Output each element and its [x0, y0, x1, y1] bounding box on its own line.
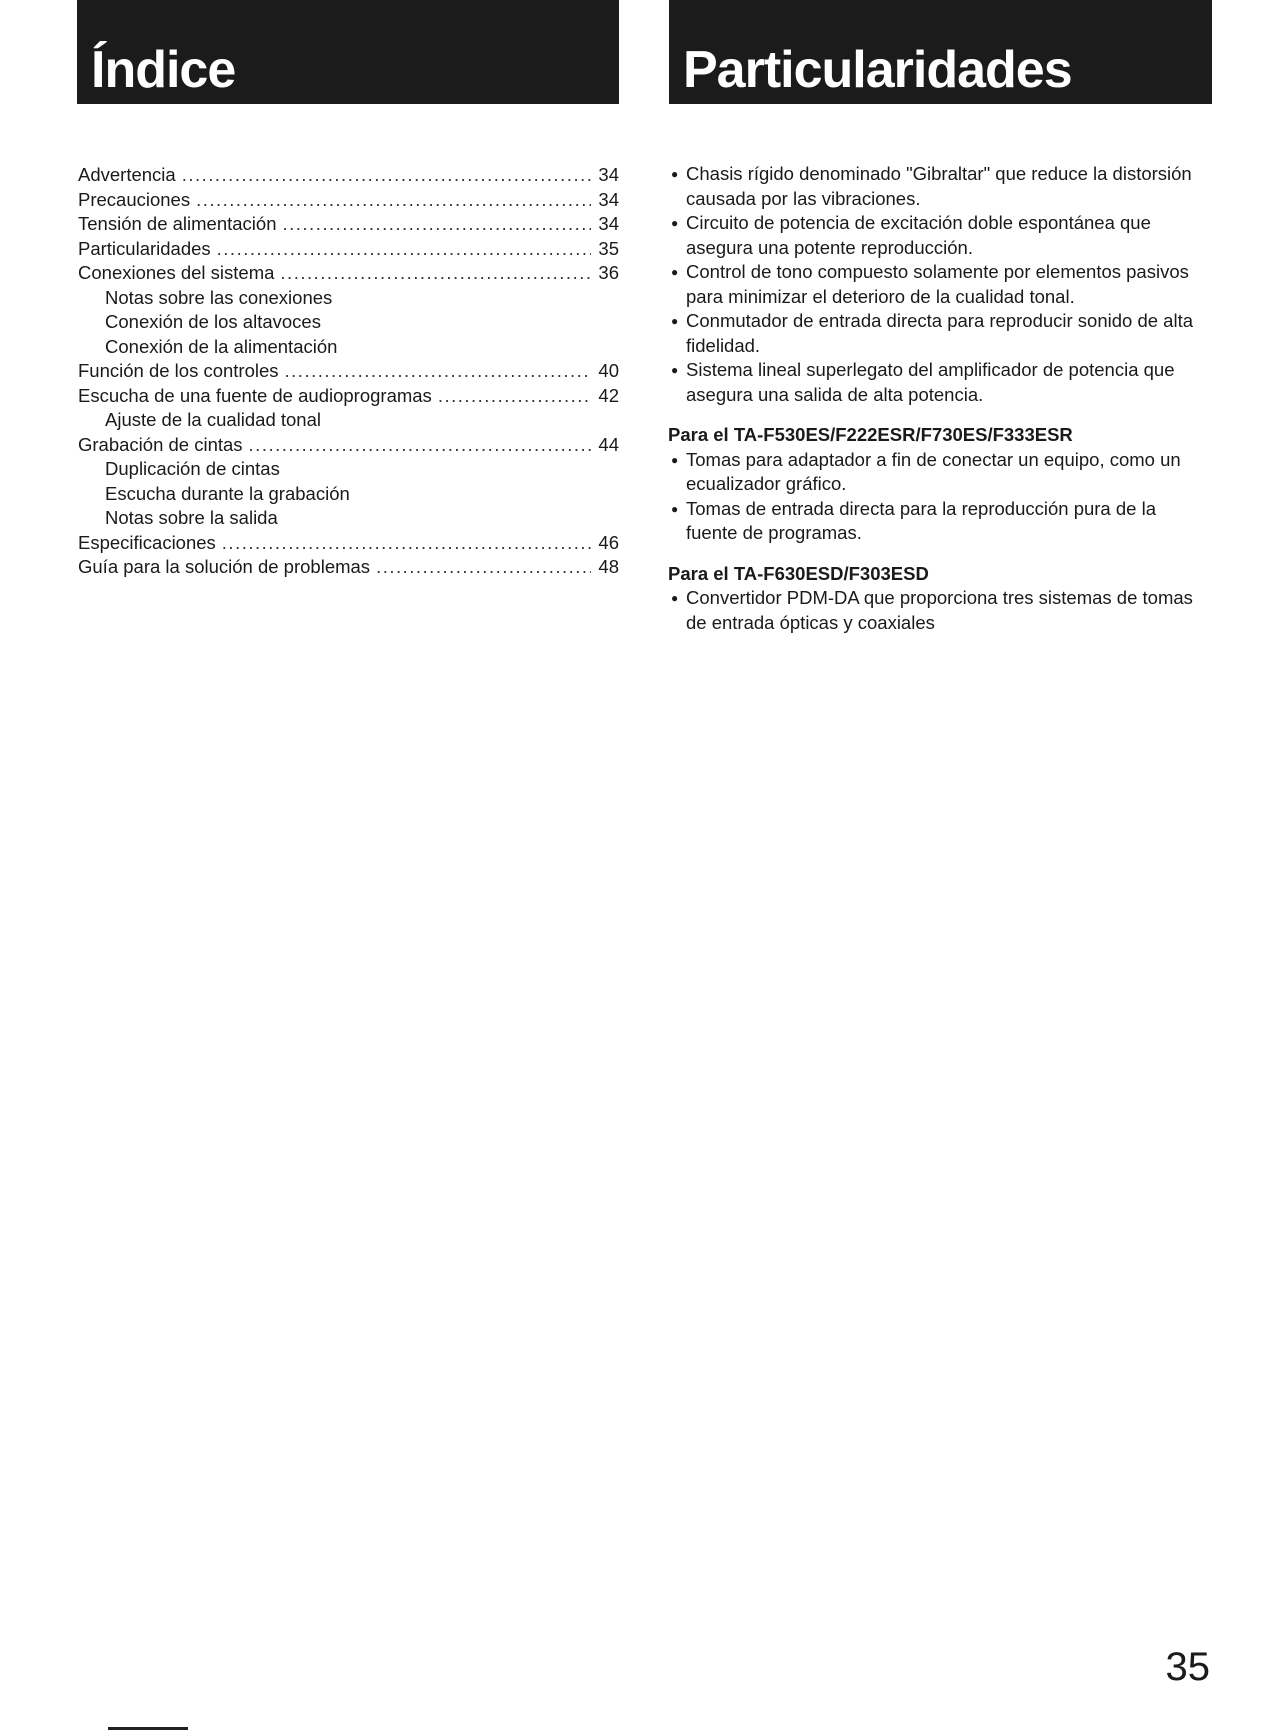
model-section: [668, 423, 1212, 546]
toc-leader-dots: [249, 434, 591, 456]
toc-entry-page: 34: [598, 213, 619, 234]
feature-text: Circuito de potencia de excitación doble espontánea que asegura una potente reproducción.: [686, 212, 1151, 258]
feature-text: Control de tono compuesto solamente por elementos pasivos para minimizar el deterioro de la cualidad tonal.: [686, 261, 1189, 307]
toc-leader-dots: [283, 213, 592, 235]
page-number: 35: [1165, 1645, 1210, 1689]
features-column: [668, 162, 1212, 635]
toc-entry-page: 46: [598, 531, 619, 553]
feature-item: [668, 162, 1212, 211]
feature-item: [668, 211, 1212, 260]
general-features-list: [668, 162, 1212, 407]
feature-item: [668, 358, 1212, 407]
toc-entry-page: 42: [598, 384, 619, 406]
feature-item: [668, 586, 1212, 635]
toc-entry-page: 48: [598, 556, 619, 577]
feature-item: [668, 448, 1212, 497]
toc-entry-page: 34: [598, 164, 619, 185]
model-section-heading: Para el TA-F630ESD/F303ESD: [668, 562, 929, 584]
toc-leader-dots: [376, 556, 591, 578]
feature-item: [668, 309, 1212, 358]
toc-entry-label: Conexiones del sistema: [78, 262, 275, 283]
toc-subentry: [78, 483, 619, 508]
toc-entry-label: Conexión de los altavoces: [105, 311, 321, 332]
toc-entry: [78, 385, 619, 410]
bullet-icon: ●: [671, 167, 679, 181]
toc-leader-dots: [280, 262, 591, 284]
feature-text: Tomas de entrada directa para la reproducción pura de la fuente de programas.: [686, 497, 1156, 543]
feature-item: [668, 497, 1212, 546]
toc-entry-label: Particularidades: [78, 237, 211, 259]
model-section: [668, 562, 1212, 636]
toc-entry: [78, 556, 619, 581]
toc-entry: [78, 434, 619, 459]
toc-entry-label: Especificaciones: [78, 531, 216, 553]
toc-subentry: [78, 507, 619, 532]
bullet-icon: ●: [671, 265, 679, 279]
features-title: Particularidades: [683, 41, 1072, 99]
toc-entry-page: 40: [598, 360, 619, 381]
toc-entry: [78, 262, 619, 287]
toc-entry-label: Duplicación de cintas: [105, 458, 280, 479]
toc-entry-label: Ajuste de la cualidad tonal: [105, 409, 321, 430]
toc-entry: [78, 189, 619, 214]
toc-entry-label: Escucha de una fuente de audioprogramas: [78, 384, 432, 406]
toc-entry: [78, 164, 619, 189]
toc-entry-label: Guía para la solución de problemas: [78, 556, 371, 577]
model-feature-list: [668, 448, 1212, 546]
toc-entry-label: Tensión de alimentación: [78, 213, 277, 234]
toc-leader-dots: [285, 360, 591, 382]
feature-text: Convertidor PDM-DA que proporciona tres sistemas de tomas de entrada ópticas y coaxiales: [686, 587, 1193, 633]
feature-text: Conmutador de entrada directa para reproducir sonido de alta fidelidad.: [686, 310, 1194, 356]
toc-leader-dots: [438, 385, 591, 407]
feature-text: Tomas para adaptador a fin de conectar un equipo, como un ecualizador gráfico.: [686, 448, 1181, 494]
index-title: Índice: [91, 41, 236, 99]
feature-text: Sistema lineal superlegato del amplificador de potencia que asegura una salida de alta potencia.: [686, 359, 1175, 405]
bullet-icon: ●: [671, 591, 679, 605]
toc-entry-label: Notas sobre las conexiones: [105, 286, 333, 308]
toc-entry-label: Precauciones: [78, 188, 191, 210]
toc-leader-dots: [222, 532, 591, 554]
bullet-icon: ●: [671, 216, 679, 230]
toc-entry-label: Conexión de la alimentación: [105, 335, 338, 357]
toc-entry-label: Función de los controles: [78, 360, 279, 381]
toc-entry: [78, 532, 619, 557]
model-feature-list: [668, 586, 1212, 635]
toc-subentry: [78, 311, 619, 336]
toc-entry: [78, 213, 619, 238]
feature-text: Chasis rígido denominado "Gibraltar" que reduce la distorsión causada por las vibraciones.: [686, 163, 1192, 209]
toc-leader-dots: [217, 238, 591, 260]
features-header: [669, 0, 1212, 104]
bullet-icon: ●: [671, 363, 679, 377]
toc-subentry: [78, 409, 619, 434]
footer-rule: [108, 1727, 188, 1730]
toc-subentry: [78, 287, 619, 312]
index-header: [77, 0, 619, 104]
bullet-icon: ●: [671, 501, 679, 516]
table-of-contents: [78, 164, 619, 581]
toc-entry-label: Notas sobre la salida: [105, 507, 278, 528]
toc-leader-dots: [196, 189, 591, 211]
feature-item: [668, 260, 1212, 309]
toc-entry-page: 44: [598, 433, 619, 455]
toc-entry-label: Advertencia: [78, 164, 176, 185]
toc-entry-label: Grabación de cintas: [78, 433, 243, 455]
toc-subentry: [78, 336, 619, 361]
toc-entry-label: Escucha durante la grabación: [105, 482, 350, 504]
toc-entry: [78, 360, 619, 385]
toc-entry-page: 36: [598, 262, 619, 283]
toc-subentry: [78, 458, 619, 483]
model-feature-sections: [668, 423, 1212, 635]
toc-leader-dots: [182, 164, 591, 186]
toc-entry: [78, 238, 619, 263]
bullet-icon: ●: [671, 314, 679, 328]
toc-entry-page: 34: [598, 188, 619, 210]
bullet-icon: ●: [671, 452, 679, 467]
model-section-heading: Para el TA-F530ES/F222ESR/F730ES/F333ESR: [668, 424, 1073, 445]
toc-entry-page: 35: [598, 237, 619, 259]
